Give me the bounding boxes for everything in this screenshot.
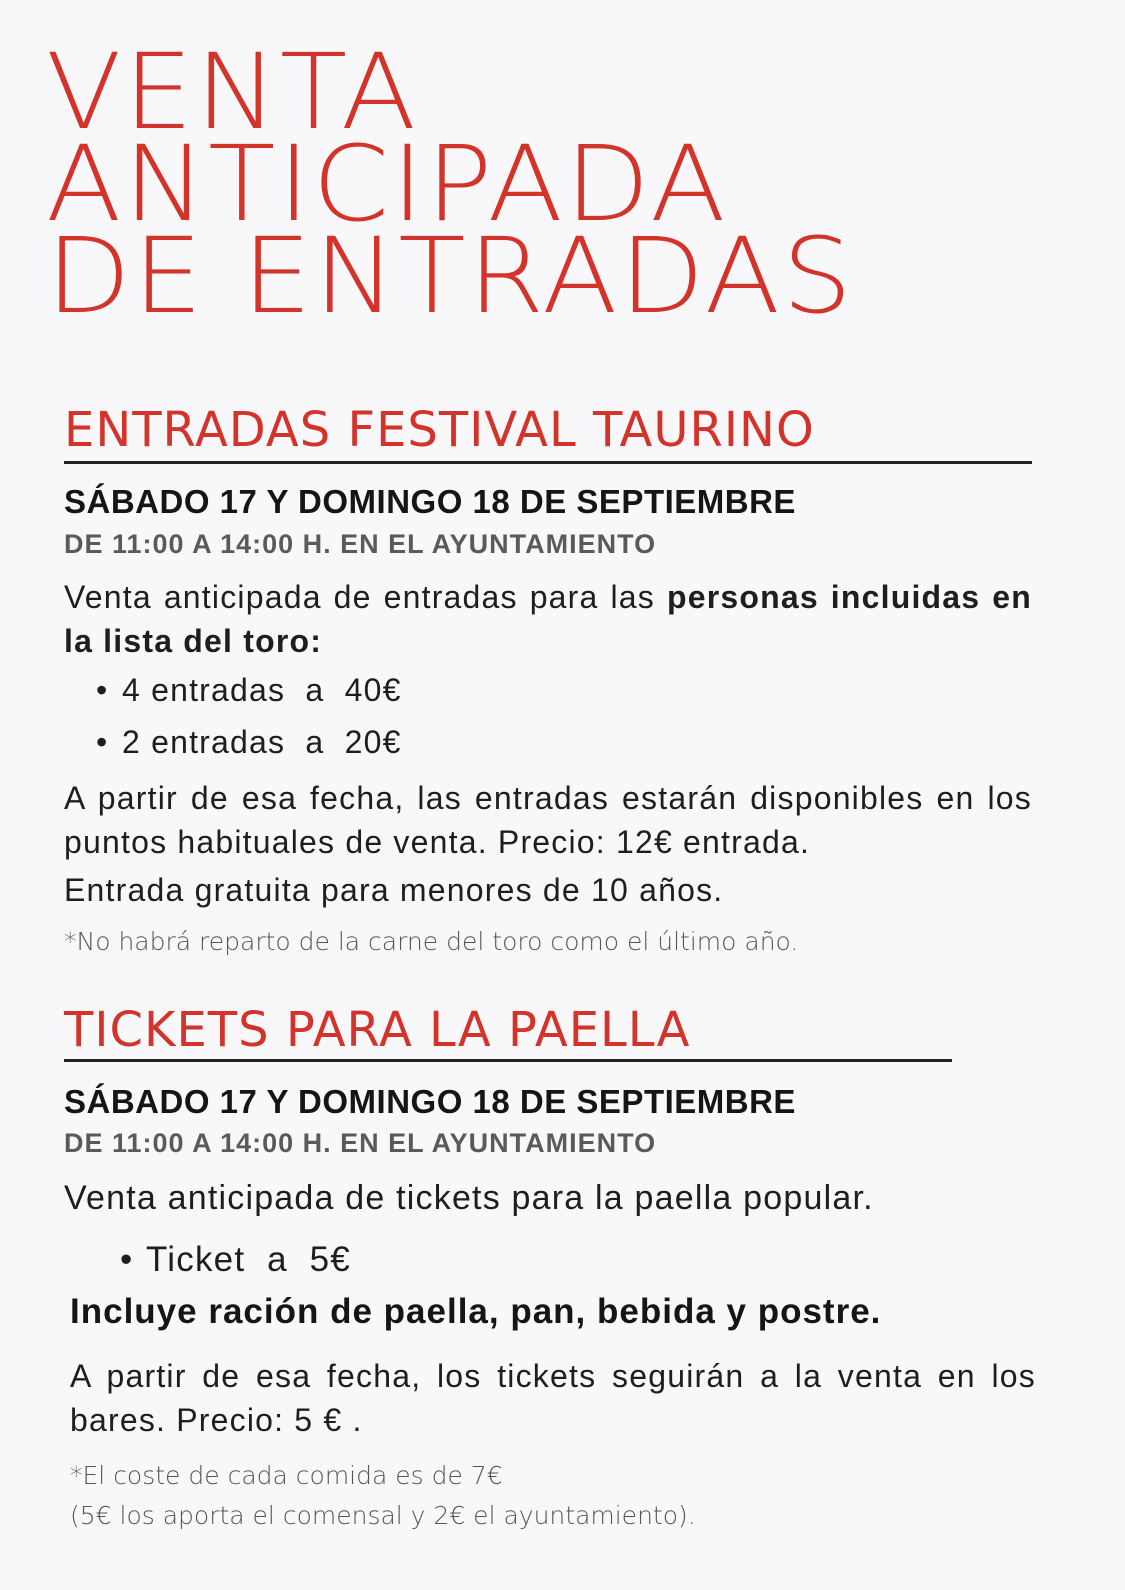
- paella-price-list: [120, 1234, 351, 1286]
- festival-price-list: [96, 664, 402, 768]
- paella-hours: DE 11:00 A 14:00 H. EN EL AYUNTAMIENTO: [64, 1128, 657, 1158]
- festival-divider: [64, 461, 1032, 464]
- festival-intro: [64, 575, 1032, 663]
- paella-note-1: *El coste de cada comida es de 7€: [70, 1461, 503, 1490]
- paella-after-text: A partir de esa fecha, los tickets seguirán a la venta en los bares. Precio: 5 € .: [70, 1358, 1036, 1438]
- paella-includes: Incluye ración de paella, pan, bebida y postre.: [70, 1292, 882, 1331]
- festival-after-text: A partir de esa fecha, las entradas estarán disponibles en los puntos habituales de venta. Precio: 12€ entrada.: [64, 780, 1032, 860]
- main-title-line-2: ANTICIPADA: [46, 123, 728, 245]
- list-item: • Ticket a 5€: [120, 1234, 351, 1286]
- festival-date: SÁBADO 17 Y DOMINGO 18 DE SEPTIEMBRE: [64, 483, 796, 520]
- paella-divider: [64, 1059, 952, 1062]
- paella-date: SÁBADO 17 Y DOMINGO 18 DE SEPTIEMBRE: [64, 1083, 796, 1120]
- paella-heading: TICKETS PARA LA PAELLA: [64, 1002, 691, 1058]
- main-title-line-1: VENTA: [46, 31, 419, 153]
- main-title: [46, 31, 855, 337]
- paella-note-2: (5€ los aporta el comensal y 2€ el ayuntamiento).: [70, 1501, 696, 1530]
- main-title-line-3: DE ENTRADAS: [46, 215, 855, 337]
- festival-heading: ENTRADAS FESTIVAL TAURINO: [64, 402, 815, 458]
- festival-note: *No habrá reparto de la carne del toro como el último año.: [64, 927, 799, 956]
- festival-hours: DE 11:00 A 14:00 H. EN EL AYUNTAMIENTO: [64, 529, 657, 559]
- festival-intro-bold: personas incluidas en la lista del toro:: [64, 579, 1032, 659]
- list-item: • 4 entradas a 40€: [96, 664, 402, 716]
- festival-intro-normal: Venta anticipada de entradas para las: [64, 579, 667, 615]
- festival-free-entry: Entrada gratuita para menores de 10 años.: [64, 872, 724, 908]
- list-item: • 2 entradas a 20€: [96, 716, 402, 768]
- paella-intro: Venta anticipada de tickets para la paella popular.: [64, 1179, 874, 1217]
